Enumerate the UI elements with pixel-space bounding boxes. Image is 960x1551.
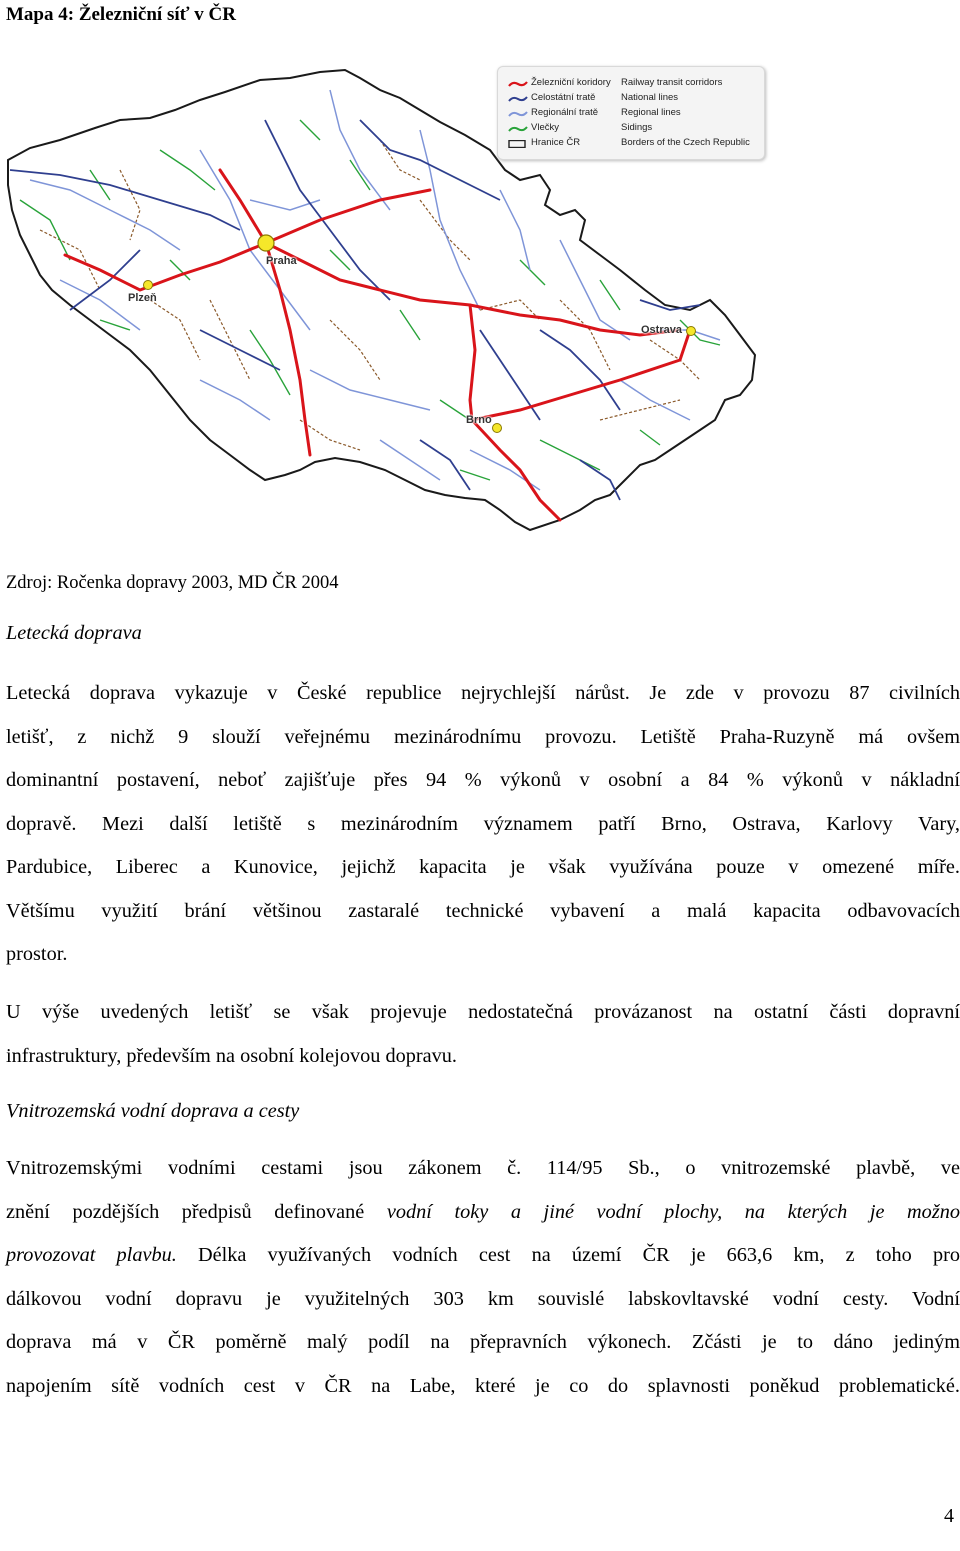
page-title: Mapa 4: Železniční síť v ČR (6, 4, 236, 25)
text-line: letišť, z nichž 9 slouží veřejnému mezinárodnímu provozu. Letiště Praha-Ruzyně má ovšem (6, 725, 960, 748)
city-label-brno: Brno (466, 414, 492, 426)
text-line: dálkovou vodní dopravu je využitelných 303 km souvislé labskovltavské vodní cesty. Vodní (6, 1287, 960, 1310)
paragraph-water-1 (6, 1147, 960, 1408)
city-label-ostrava: Ostrava (641, 324, 682, 336)
text-line: doprava má v ČR poměrně malý podíl na přepravních výkonech. Zčásti je to dáno jediným (6, 1331, 960, 1353)
text-run-italic: provozovat plavbu. (6, 1244, 177, 1266)
text-line: Většímu využití brání většinou zastaralé technické vybavení a malá kapacita odbavovacích (6, 899, 960, 922)
text-line: dopravě. Mezi další letiště s mezinárodním významem patří Brno, Ostrava, Karlovy Vary, (6, 812, 960, 835)
text-line: napojením sítě vodních cest v ČR na Labe, které je co do splavnosti poněkud problematické. (6, 1374, 960, 1397)
city-label-praha: Praha (266, 255, 297, 267)
city-label-plzen: Plzeň (128, 292, 157, 304)
map-legend: Železniční koridory Railway transit corridors Celostátní tratě National lines Regionální tratě Regional lines Vlečky Sidings Hranice ČR Borders of the Czech Republic (497, 66, 765, 160)
section-heading-water: Vnitrozemská vodní doprava a cesty (6, 1100, 300, 1122)
text-run-italic: vodní toky a jiné vodní plochy, na kterých je možno (386, 1200, 960, 1223)
city-marker-ostrava (687, 327, 696, 336)
dark-blue-line-icon (508, 95, 528, 103)
light-blue-line-icon (508, 110, 528, 118)
text-line: infrastruktury, především na osobní kolejovou dopravu. (6, 1044, 457, 1067)
text-line: Letecká doprava vykazuje v České republice nejrychlejší nárůst. Je zde v provozu 87 civilních (6, 682, 960, 704)
text-run: Délka využívaných vodních cest na území ČR je 663,6 km, z toho pro (176, 1244, 960, 1266)
text-line: U výše uvedených letišť se však projevuje nedostatečná provázanost na ostatní části dopravní (6, 1001, 960, 1023)
green-line-icon (508, 125, 528, 133)
section-heading-air: Letecká doprava (6, 622, 142, 644)
paragraph-air-2 (6, 991, 960, 1078)
page-number: 4 (944, 1505, 954, 1527)
text-line: Vnitrozemskými vodními cestami jsou zákonem č. 114/95 Sb., o vnitrozemské plavbě, ve (6, 1157, 960, 1179)
text-line: prostor. (6, 943, 68, 965)
city-marker-brno (493, 424, 502, 433)
text-line (6, 1234, 960, 1278)
paragraph-air-1 (6, 672, 960, 977)
city-marker-praha (258, 235, 274, 251)
map-source: Zdroj: Ročenka dopravy 2003, MD ČR 2004 (6, 573, 339, 593)
red-line-icon (508, 80, 528, 88)
text-line (6, 1191, 960, 1235)
city-marker-plzen (144, 281, 153, 290)
border-box-icon (508, 140, 528, 148)
text-run: znění pozdějších předpisů definované (6, 1200, 387, 1223)
text-line: Pardubice, Liberec a Kunovice, jejichž kapacita je však využívána pouze v omezené míře. (6, 856, 960, 878)
text-line: dominantní postavení, neboť zajišťuje přes 94 % výkonů v osobní a 84 % výkonů v nákladní (6, 769, 960, 791)
